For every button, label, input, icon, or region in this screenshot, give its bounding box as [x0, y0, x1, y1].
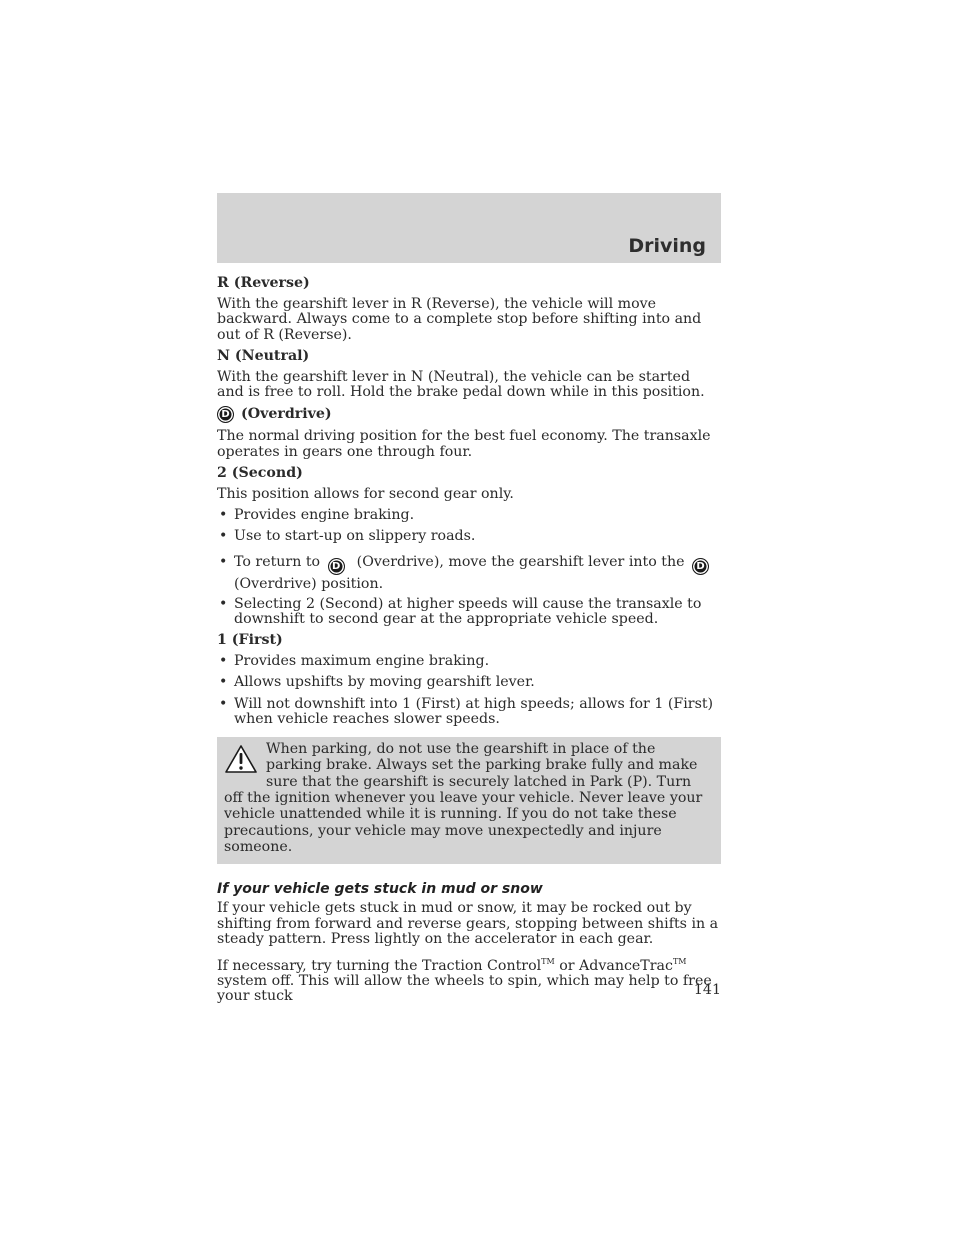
neutral-heading: N (Neutral): [217, 347, 310, 364]
stuck-paragraph-2: [217, 954, 721, 1005]
second-text: This position allows for second gear only.: [217, 486, 514, 503]
stuck-paragraph-1: If your vehicle gets stuck in mud or snow, it may be rocked out by shifting from forward and reverse gears, stopping between shifts in a steady pattern. Press lightly on the accelerator in each gear.: [217, 900, 719, 947]
list-item: • Allows upshifts by moving gearshift lever.: [217, 675, 721, 690]
overdrive-text: The normal driving position for the best fuel economy. The transaxle operates in gears one through four.: [217, 428, 711, 460]
stuck-text-c: system off. This will allow the wheels to spin, which may help to free your stuck: [217, 973, 712, 1005]
section-title: Driving: [628, 235, 706, 257]
first-bullet-list: [217, 654, 721, 727]
reverse-heading: R (Reverse): [217, 275, 310, 291]
trademark-mark: TM: [541, 956, 555, 966]
stuck-heading: If your vehicle gets stuck in mud or snow: [217, 881, 543, 898]
overdrive-heading-row: [217, 406, 721, 423]
stuck-text-b: or AdvanceTrac: [554, 957, 673, 974]
return-text-3: (Overdrive) position.: [234, 575, 384, 592]
trademark-mark: TM: [672, 956, 687, 966]
list-item: • Selecting 2 (Second) at higher speeds will cause the transaxle to downshift to second gear at the appropriate vehicle speed.: [217, 597, 721, 627]
stuck-text-a: If necessary, try turning the Traction Control: [217, 957, 542, 974]
second-heading: 2 (Second): [217, 464, 303, 481]
list-item: • Will not downshift into 1 (First) at high speeds; allows for 1 (First) when vehicle reaches slower speeds.: [217, 697, 721, 727]
return-text-1: To return to: [234, 553, 321, 570]
page-body: [217, 276, 721, 1011]
overdrive-icon: D: [328, 558, 345, 575]
list-item: • Use to start-up on slippery roads.: [217, 529, 721, 544]
list-item: • Provides maximum engine braking.: [217, 654, 721, 669]
overdrive-heading: (Overdrive): [241, 406, 332, 423]
warning-text: When parking, do not use the gearshift in place of the parking brake. Always set the parking brake fully and make sure that the gearshift is securely latched in Park (P). Turn off the ignition whenever you leave your vehicle. Never leave your vehicle unattended while it is running. If you do not take these precautions, your vehicle may move unexpectedly and injure someone.: [224, 741, 703, 855]
second-bullet-list: [217, 508, 721, 627]
warning-triangle-icon: [224, 744, 258, 774]
list-item: [217, 553, 721, 593]
return-text-2: (Overdrive), move the gearshift lever into the: [356, 553, 685, 570]
reverse-text: With the gearshift lever in R (Reverse), the vehicle will move backward. Always come to a complete stop before shifting into and out of R (Reverse).: [217, 296, 702, 343]
overdrive-icon: D: [217, 406, 234, 423]
list-item: • Provides engine braking.: [217, 508, 721, 523]
overdrive-icon: D: [692, 558, 709, 575]
section-header-band: [217, 193, 721, 263]
page-number: 141: [693, 982, 721, 998]
warning-box: [217, 737, 721, 864]
first-heading: 1 (First): [217, 632, 283, 649]
neutral-text: With the gearshift lever in N (Neutral), the vehicle can be started and is free to roll. Hold the brake pedal down while in this position.: [217, 369, 705, 401]
